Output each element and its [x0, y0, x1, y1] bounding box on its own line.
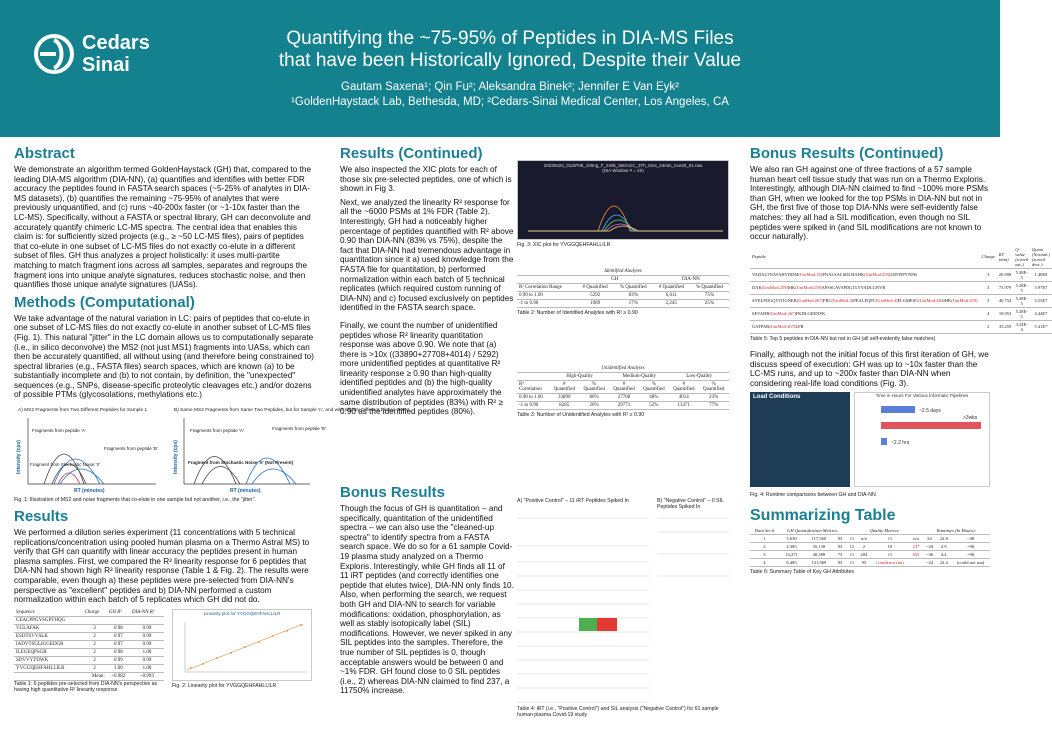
table-6-row [750, 534, 990, 542]
table-5-cell: 2 [980, 320, 997, 333]
figure-4-bars [855, 398, 989, 478]
table-3-header: % Quantified [698, 381, 729, 394]
table-5-cell: 20.698 [997, 268, 1013, 281]
unimod-token: (UniMod:259) [795, 285, 822, 291]
table-6-cell: 5,630 [779, 534, 805, 542]
table-6-header: Data Set # [750, 527, 779, 535]
results-figures [14, 609, 314, 694]
authors-block [230, 80, 790, 110]
table-6-cell: n/a [909, 534, 922, 542]
fig1-a-ylabel: Intensity (cps) [16, 440, 22, 475]
table-6-cell: 35,138 [804, 542, 833, 550]
table-5-cell: 1.40E8 [1030, 268, 1052, 281]
table-cell [14, 672, 83, 680]
table-5-cell: 3 [980, 268, 997, 281]
table-1-cell: 1.00 [107, 664, 130, 672]
authors: Gautam Saxena¹; Qin Fu²; Aleksandra Binek²; Jennifer E Van Eyk² [341, 81, 679, 93]
table-1-cell: 0.99 [130, 640, 164, 648]
table-5-cell: 5.28E-5 [1013, 294, 1030, 307]
table-6-cell [909, 558, 922, 566]
column-2-text [340, 145, 515, 421]
figure-2-caption: Fig. 2: Linearity plot for YVGGQEHFAHLLILR [172, 682, 277, 689]
table-5-cell: 73.979 [997, 281, 1013, 294]
table-6-cell: 2,385 [779, 542, 805, 550]
table-3-group: Medium-Quality [609, 373, 669, 381]
fig1-a-xlabel: RT (minutes) [74, 488, 105, 495]
table-1-cell: 0.98 [107, 624, 130, 632]
table-1-mean-dia: ~0.993 [130, 672, 164, 680]
table-1-cell: 0.99 [130, 632, 164, 640]
table-1-cell: ESDTSVVSLK [14, 632, 83, 640]
table-1-cell: CEACPPGYSGPTHQG [14, 616, 83, 624]
table-5-header: Quant (Normal.) (sorted desc.) [1032, 246, 1050, 267]
table-6-caption: Table 6: Summary Table of Key GH Attributes [750, 568, 854, 575]
table-6-cell: 2 [750, 542, 779, 550]
table-2-cell: 5292 [577, 292, 614, 300]
table-6-cell: 22.8 [936, 534, 951, 542]
table-5-cell: 5.28E-5 [1013, 268, 1030, 281]
unimod-token: (UniMod:4) [875, 298, 898, 304]
table-3: Unidentified Analytes High-Quality Medium-Quality Low-Quality R² Correlation # Quantified % Quantified # Quantified % Quantified # Quantified % Quantified 0.90 to 1.00 33890 80% 27708 48% 4014 23% -1 to 0.90 8285 20% 29771 52% 13471 77% [517, 365, 729, 410]
table-5-cell: 5.53E7 [1030, 294, 1052, 307]
table-1-header: Charge [83, 609, 107, 617]
table-5-cell: 4.44E7 [1030, 307, 1052, 320]
table-6-cell: >96 [951, 550, 990, 558]
cedars-sinai-logo [34, 32, 184, 82]
unimod-token: (UniMod:267) [769, 324, 796, 330]
table-6-cell: 6,485 [779, 558, 805, 566]
figure-4-label-2: >3wks [963, 415, 978, 422]
table-3-cell: 80% [579, 394, 610, 402]
table-3-cell: -1 to 0.90 [517, 402, 550, 410]
table-3-cell: 4014 [669, 394, 698, 402]
fig1-a-frag-noise: Fragment from Stochastic Noise 'X' [30, 462, 101, 468]
bonus-cont-text-2: Finally, although not the initial focus of this first iteration of GH, we discuss speed of execution: GH was up to ~10x faster than the LC-MS runs, and up to ~200x faster than DIA-NN when considering real-life load conditions (Fig. 3). [750, 349, 989, 388]
bonus-cont-text-1: We also ran GH against one of three fractions of a 57 sample human heart cell tissue study that was run on a Thermo Exploris. Interestingly, although DIA-NN claimed to find ~100% more PSMs than GH, when we looked for the top PSMs in DIA-NN but not in GH, the first five of those top DIA-NNs were self-evidently false matches: they all had a SIL modification, even though no SIL peptides were spiked in (and SIL modifications are not known to occur naturally). [750, 165, 989, 242]
poster-title [230, 28, 790, 72]
table-2-cell: 25% [690, 300, 729, 308]
table-5-cell: 4 [980, 307, 997, 320]
table-6-cell: (could not run) [871, 558, 910, 566]
table-6-cell: 653 [909, 550, 922, 558]
table-2-cell: 2,245 [653, 300, 690, 308]
table-2-cell: 83% [614, 292, 653, 300]
table-1-mean-label: Mean: [83, 672, 107, 680]
table-5-cell: 5.28E-5 [1013, 307, 1030, 320]
table-5-row [750, 268, 1052, 281]
table-5-cell: 35.259 [997, 320, 1013, 333]
table-6-cell: ~48 [951, 534, 990, 542]
table-1-row [14, 624, 164, 632]
table-3-header: % Quantified [579, 381, 610, 394]
table-6-row [750, 550, 990, 558]
table-5-cell: 5.97E7 [1030, 281, 1052, 294]
poster-header [0, 0, 1000, 137]
logo-mark-icon [34, 34, 74, 74]
table-6 [750, 527, 990, 567]
table-1-mean-gh: ~0.982 [107, 672, 130, 680]
table-5-cell: 3.24E-4 [1013, 320, 1030, 333]
table-6-cell: 11 [847, 550, 858, 558]
figure-3-caption: Fig. 3: XIC plot for YVGGQEHFAHLLILR [517, 242, 611, 248]
table-3-cell: 20% [579, 402, 610, 410]
figure-1-graphic [14, 404, 410, 496]
unimod-token: (UniMod:4) [831, 298, 854, 304]
unimod-token: (UniMod:267) [769, 311, 796, 317]
table-1-cell: 2 [83, 664, 107, 672]
table-6-cell: ~20 [923, 542, 937, 550]
table-6-row [750, 558, 990, 566]
table-5-cell: DAK(UniMod:259)MK(UniMod:259)APSSLAVSPDGTLYVADLGNVR [750, 281, 980, 294]
table-5-row [750, 281, 1052, 294]
bonus-text: Though the focus of GH is quantitation – and specifically, quantitation of the unidentified spectra – we can also use the "cleaned-up spectra" to identify spectra from a FASTA search space. We do so for a 61 sample Covid-19 plasma study analyzed on a Thermo Exploris. Interestingly, while GH finds all 11 of 11 iRT peptides (and correctly identifies one peptide that elutes twice), DIA-NN only finds 10. Also, when performing the search, we request both GH and DIA-NN to search for variable modifications: oxidation, phosphorylation, as well as stably isotopically label (SIL) modifications. However, we never spiked in any SIL peptides into the samples. Therefore, the true number of SIL peptides is 0, though acceptable answers would be between 0 and ~1% FDR. GH found close to 0 SIL peptides (i.e., 2) whereas DIA-NN claimed to find 237, a 11750% increase. [340, 504, 514, 696]
table-1-cell: VGLAFAK [14, 624, 83, 632]
logo-line-2: Sinai [82, 54, 130, 76]
table-6-cell: 4.4 [936, 550, 951, 558]
unimod-token: (UniMod:259) [761, 285, 788, 291]
table-3-header: # Quantified [550, 381, 579, 394]
table-6-cell: 2 [857, 542, 870, 550]
table-5-cell: VADALTNAVAHVDDM(UniMod:35)PNALSALSDLHAHK(UniMod:259)LRVDPVNFK [750, 268, 980, 281]
table-5-cell: 5.41E7 [1030, 320, 1052, 333]
table-1-cell: 0.99 [130, 624, 164, 632]
unimod-token: (UniMod:259) [951, 298, 978, 304]
table-6-header: Quality Metrics: [847, 527, 923, 535]
table-2-cell: 17% [614, 300, 653, 308]
table-6-cell: 1 [750, 534, 779, 542]
table-6-cell: (could not run) [951, 558, 990, 566]
table-2-row [517, 292, 729, 300]
table-6-cell: 10 [871, 542, 910, 550]
table-6-header: GH Quantification Metrics: [779, 527, 847, 535]
table-1-cell: 0.99 [130, 656, 164, 664]
table-3-group: High-Quality [550, 373, 610, 381]
table-3-row [517, 394, 729, 402]
table-1-row [14, 664, 164, 672]
table-5-cell: 3 [980, 294, 997, 307]
table-5-cell: GATPAR(UniMod:267)LFR [750, 320, 980, 333]
figure-3-subtitle: (DIA Window # = 20) [602, 168, 644, 173]
methods-text: We take advantage of the natural variation in LC: pairs of peptides that co-elute in one subset of LC-MS files do not exactly co-elute in another subset of LC-MS files (Fig. 1). This natural "jitter" in the LC domain allows us to computationally separate (i.e., in silico deconvolve) the MS2 (not just MS1) fragments into UASs, which can then be accurately quantified, all without using (and therefore being constrained to) spectral libraries (e.g., FASTA files) search spaces, which are known (a) to be substantially incomplete and (b) to not contain, by definition, the "unexpected" sequences (e.g., SNPs, disease-specific proteolytic cleavages etc.) and/or dozens of possible PTMs (glycosolations, methylations etc.) [14, 313, 314, 400]
table-5-row [750, 320, 1052, 333]
table-6-cell: 22.4 [936, 558, 951, 566]
table-2-cell: 75% [690, 292, 729, 300]
table-1-cell: 0.97 [107, 640, 130, 648]
table-6-cell: 40,388 [804, 550, 833, 558]
results-cont-text-1: We also inspected the XIC plots for each of those six pre-selected peptides, one of which is shown in Fig 3. [340, 165, 512, 194]
unimod-token: (UniMod:267) [796, 298, 823, 304]
table-2-caption: Table 2: Number of Identified Analytes with R² ≥ 0.90 [517, 310, 638, 316]
results-text: We performed a dilution series experiment (11 concentrations with 5 technical replications/concentration using pooled human plasma on a Thermo Astral MS) to verify that GH can quantify with linear accuracy the peptides present in human plasma samples. First, we compared the R² linearity response for 6 peptides that DIA-NN had shown high R² linearity response (Table 1 & Fig. 2). The results were comparable, even though a) these peptides were pre-selected from DIA-NN's perspective as "excellent" peptides and b) DIA-NN performed a custom normalization within each batch of 5 replicates which GH did not do. [14, 528, 310, 605]
table-3-header: % Quantified [639, 381, 670, 394]
table-4-caption: Table 4: iRT (i.e., "Positive Control") and SIL analysis ("Negative Control") for 61 sample human plasma Covid-19 study [517, 706, 719, 719]
bonus-section [340, 484, 515, 700]
table-6-cell: 24 [923, 534, 937, 542]
title-line-1: Quantifying the ~75-95% of Peptides in DIA-MS Files [286, 28, 734, 49]
abstract-text: We demonstrate an algorithm termed GoldenHaystack (GH) that, compared to the leading DIA-MS algorithm (DIA-NN), (a) quantifies and identifies with better FDR accuracy the peptides found in FASTA search spaces (~5-25% of analytes in DIA-MS datasets), (b) quantifies the remaining ~75-95% of analytes that were previously unquantified, and (c) runs ~40-200x faster (or ~1-10x faster than the LC-MS). Specifically, without a FASTA or spectral library, GH can deconvolute and accurately quantify chimeric LC-MS spectra. The central idea that enables this claim is: for sufficiently sized projects (e.g., ≥ ~50 LC-MS files), pairs of peptides that co-elute in one subset of LC-MS files do not exactly co-elute in a different subset of files. GH thus analyzes a project holistically: it uses multi-partite matching to match fragment ions across all samples, separates and regroups the fragment ions into unique analyte signatures, reduces stochastic noise, and then quantifies those unique analyte signatures (UASs). [14, 165, 312, 290]
table-3-header: # Quantified [669, 381, 698, 394]
table-3-cell: 0.90 to 1.00 [517, 394, 550, 402]
table-1-row [14, 632, 164, 640]
table-3-cell: 33890 [550, 394, 579, 402]
table-6-cell: 95 [833, 558, 846, 566]
table-3-cell: 48% [639, 394, 670, 402]
table-1-cell: 1.00 [130, 648, 164, 656]
fig1-b-frag-a: Fragments from peptide 'A' [190, 428, 244, 434]
table-6-cell: ~24 [923, 558, 937, 566]
table-6-cell: 11 [847, 534, 858, 542]
table-5-header: Peptide [750, 246, 980, 269]
table-1-cell: 0.97 [107, 632, 130, 640]
table-6-cell: 11 [871, 550, 910, 558]
fig1-b-title: B) Same MS2 Fragments from Same Two Peptides, but for Sample 'n', and with Slightly Different Elution Times [174, 408, 410, 414]
table-1-row [14, 616, 164, 624]
table-1-header: GH R² [107, 609, 130, 617]
table-1-cell [130, 616, 164, 624]
fig1-b-xlabel: RT (minutes) [230, 488, 261, 495]
fig1-a-title: A) MS2 Fragments from Two Different Peptides for Sample 1 [18, 408, 148, 414]
table-6-cell: 204 [857, 550, 870, 558]
bonus-cont-heading: Bonus Results (Continued) [750, 145, 944, 162]
table-1 [14, 609, 164, 681]
table-5-header: Charge [980, 246, 997, 269]
table-3-cell: 13471 [669, 402, 698, 410]
table-3-cell: 52% [639, 402, 670, 410]
table-6-row [750, 542, 990, 550]
abstract-heading: Abstract [14, 145, 75, 162]
table-1-cell: IADVTSGLIGGEDGR [14, 640, 83, 648]
table-6-cell: 95 [833, 534, 846, 542]
table-6-cell: 3 [750, 550, 779, 558]
logo-line-1: Cedars [82, 32, 150, 54]
table-1-cell: YVGGQEHFAHLLILR [14, 664, 83, 672]
table-1-cell: 2 [83, 632, 107, 640]
table-5-row [750, 294, 1052, 307]
table-6-cell: 11 [871, 534, 910, 542]
column-3 [750, 145, 1050, 575]
table-1-cell: 2 [83, 640, 107, 648]
table-5-cell: SEVAHR(UniMod:267)FKDLGEENFK [750, 307, 980, 320]
table-2-cell: 6,611 [653, 292, 690, 300]
table-6-cell: >96 [951, 542, 990, 550]
figure-4-conditions-title: Load Conditions [753, 394, 801, 401]
summary-heading: Summarizing Table [750, 506, 896, 524]
table-6-header: Runtimes (In Hours): [923, 527, 990, 535]
fig1-b-ylabel: Intensity (cps) [173, 440, 179, 475]
table-3-group: Low-Quality [669, 373, 729, 381]
unimod-token: (UniMod:4) [918, 298, 941, 304]
table-4b-title: B) "Negative Control" – 0 SIL Peptides Spiked In [657, 498, 724, 511]
table-5-header: RT (min) [997, 246, 1013, 269]
table-3-block [517, 365, 729, 418]
table-6-cell: 13,271 [779, 550, 805, 558]
table-1-mean-row [14, 672, 164, 680]
table-6-cell: 2.9 [936, 542, 951, 550]
table-1-row [14, 656, 164, 664]
figure-3-title: 20230422_OLEP08_100ng_F_240k_500AGC_3Th_5ms_24min_nce25_01.raw [543, 163, 703, 168]
results-heading: Results [14, 508, 69, 526]
table-2-cell: -1 to 0.90 [517, 300, 577, 308]
figure-3-plot [518, 173, 730, 235]
figure-4-caption: Fig. 4: Runtime comparisons between GH and DIA-NN [750, 492, 876, 499]
table-3-header: R² Correlation [517, 381, 550, 394]
table-6-cell: 117,560 [804, 534, 833, 542]
table-3-cell: 8285 [550, 402, 579, 410]
table-4a-title: A) "Positive Control" – 11 iRT Peptides Spiked In [517, 498, 629, 504]
table-5-caption: Table 5: Top 5 peptides in DIA-NN but not in GH (all self-evidently false matches) [750, 335, 936, 342]
table-5 [750, 246, 1052, 334]
table-4-grid [517, 510, 729, 720]
fig1-a-frag-b: Fragments from peptide 'B' [104, 446, 158, 452]
figure-2-plot [173, 616, 313, 680]
table-1-caption: Table 1: 6 peptides pre-selected from DIA-NN's perspective as having high quantitative R² linearity response [14, 680, 158, 694]
table-1-row [14, 640, 164, 648]
results-cont-text-2: Next, we analyzed the linearity R² response for all the ~6000 PSMs at 1% FDR (Table 2). Interestingly, GH had a noticeably higher percentage of peptides quantified with R² above 0.90 than DIA-NN (83% vs 75%), despite the fact that DIA-NN had tremendous advantage in quantitation since it a) used knowledge from the FASTA file for quantitation, b) performed normalization within each batch of 5 technical replicates (which required custom running of DIA-NN) and c) focused exclusively on peptides identified in the FASTA search space. [340, 197, 514, 313]
table-1-cell: 3 [83, 624, 107, 632]
table-1-cell: 0.99 [107, 656, 130, 664]
table-1-cell [107, 616, 130, 624]
figure-1-caption: Fig. 1: Illustration of MS2 and noise fragments that co-elute in one sample but not another, i.e., the "jitter". [14, 497, 256, 504]
unimod-token: (UniMod:35) [798, 272, 823, 278]
table-3-cell: 23% [698, 394, 729, 402]
title-line-2: that have been Historically Ignored, Despite their Value [278, 50, 742, 71]
table-cell [517, 373, 550, 381]
table-1-row [14, 648, 164, 656]
table-5-cell: 3 [980, 281, 997, 294]
table-2-cell: 0.90 to 1.00 [517, 292, 577, 300]
figure-4-label-1: ~2.5 days [919, 408, 941, 415]
table-2-block [517, 268, 729, 316]
table-2-cell: 1089 [577, 300, 614, 308]
table-1-header: DIA-NN R² [130, 609, 164, 617]
unimod-token: (UniMod:259) [864, 272, 891, 278]
figure-2-title: Linearity plot for YVGGQEHFAHLLILR [203, 610, 281, 616]
bonus-heading: Bonus Results [340, 484, 446, 501]
table-4-block [517, 498, 729, 720]
table-6-cell: 121,969 [804, 558, 833, 566]
table-6-cell: 4 [750, 558, 779, 566]
table-3-cell: 77% [698, 402, 729, 410]
figure-4-label-3: ~2.2 hrs [891, 440, 910, 447]
table-1-cell: SDVVYTDWK [14, 656, 83, 664]
table-1-cell: 2 [83, 656, 107, 664]
table-3-cell: 27708 [609, 394, 638, 402]
table-5-cell: 18.053 [997, 307, 1013, 320]
affiliations: ¹GoldenHaystack Lab, Bethesda, MD; ²Cedars-Sinai Medical Center, Los Angeles, CA [291, 96, 729, 108]
figure-4-chart [854, 392, 990, 487]
table-6-cell: 237 [909, 542, 922, 550]
table-1-cell [83, 616, 107, 624]
table-1-header: Sequence [14, 609, 83, 617]
fig1-b-frag-b: Fragments from peptide 'B' [272, 426, 326, 432]
table-2: Identified Analytes GH DIA-NN R² Correlation Range # Quantified % Quantified # Quantified % Quantified 0.90 to 1.00 5292 83% 6,611 75% -1 to 0.90 1089 17% 2,245 25% [517, 268, 729, 308]
table-6-cell: ~36 [923, 550, 937, 558]
table-5-header: Q-value (sorted asc.) [1015, 246, 1029, 267]
figure-4-conditions [750, 392, 850, 487]
table-3-caption: Table 3: Number of Unidentified Analytes with R² ≥ 0.90 [517, 412, 645, 418]
table-6-cell: 11 [847, 558, 858, 566]
table-5-cell: 5.28E-5 [1013, 281, 1030, 294]
table-1-cell: 0.98 [107, 648, 130, 656]
table-6-cell: 95 [857, 558, 870, 566]
table-5-cell: 46.754 [997, 294, 1013, 307]
table-1-cell: ILEGEQPSGR [14, 648, 83, 656]
table-5-cell: SYELPDGQVITIGNER(UniMod:267)FRC(UniMod:4)PEALFQPC(UniMod:4)FLGMESC(UniMod:4)GIHK(UniMod:259) [750, 294, 980, 307]
results-cont-heading: Results (Continued) [340, 145, 483, 162]
fig1-b-frag-noise: Fragment from Stochastic Noise 'X' (Not Present) [188, 460, 294, 466]
figure-4-title: Time in Hours For Various Informatic Pipelines [875, 393, 969, 399]
figure-2 [172, 609, 312, 681]
figure-3 [517, 160, 729, 240]
table-1-cell: 2 [83, 648, 107, 656]
table-6-cell: 12 [847, 542, 858, 550]
table-1-cell: 1.00 [130, 664, 164, 672]
methods-heading: Methods (Computational) [14, 293, 195, 311]
figure-4 [750, 392, 990, 492]
table-3-row [517, 402, 729, 410]
table-2-row [517, 300, 729, 308]
table-5-row [750, 307, 1052, 320]
table-3-header: # Quantified [609, 381, 638, 394]
table-3-cell: 29771 [609, 402, 638, 410]
table-6-cell: 75 [833, 550, 846, 558]
results-cont-text-3: Finally, we count the number of unidentified peptides whose R² linearity quantitation response was above 0.90. We note that (a) there is >10x ((33890+27708+4014) / 5292) more unidentified peptides at quantitative R² linearity response ≥ 0.90 than high-quality identified peptides and (b) the high-quality unidentified analytes have approximately the same distribution of peptides (83%) with R² ≥ 0.90 as the identified peptides (80%). [340, 320, 503, 417]
table-6-cell: 93 [833, 542, 846, 550]
table-6-cell: n/a [857, 534, 870, 542]
fig1-a-frag-a: Fragments from peptide 'A' [32, 428, 86, 434]
